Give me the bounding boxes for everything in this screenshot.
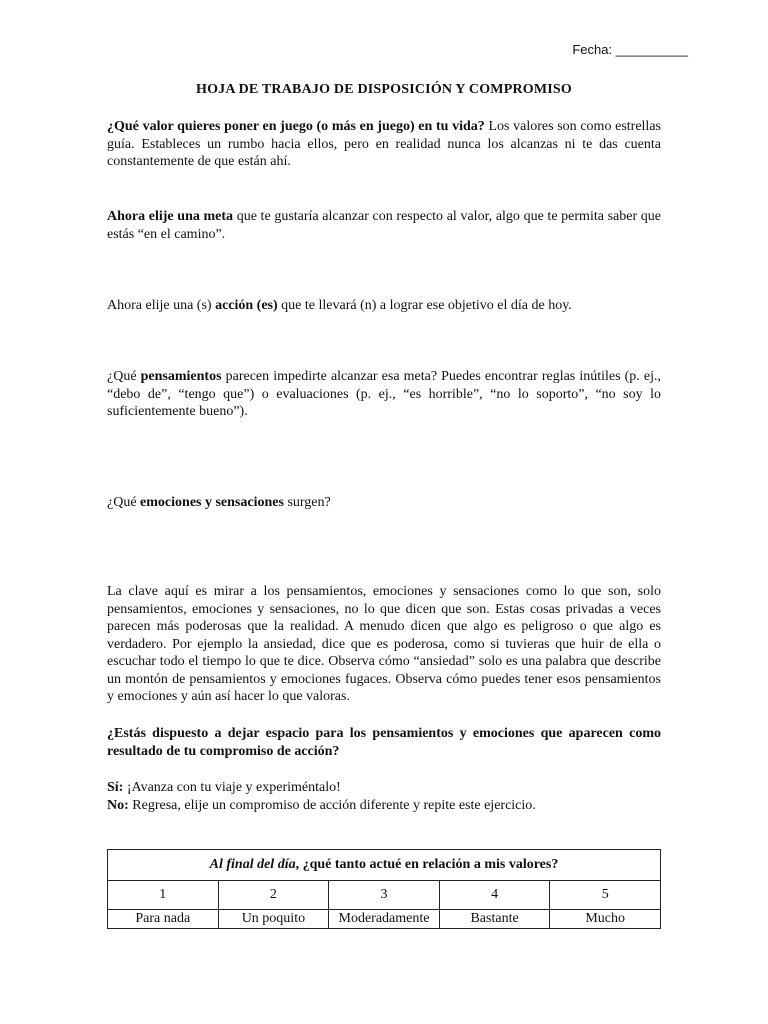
rating-label-1: Para nada (108, 910, 219, 929)
rating-label-4: Bastante (439, 910, 550, 929)
page-title: HOJA DE TRABAJO DE DISPOSICIÓN Y COMPROMISO (195, 82, 572, 97)
answer-yes-text: ¡Avanza con tu viaje y experiméntalo! (123, 780, 341, 795)
rating-number-3: 3 (329, 881, 440, 910)
goal-prompt-text: que te gustaría alcanzar con respecto al valor, algo que te permita saber que estás “en el camino”. (107, 209, 661, 242)
thoughts-prompt-bold: pensamientos (140, 369, 222, 384)
action-section (107, 297, 661, 315)
value-section (107, 118, 661, 171)
emotions-prompt-bold: emociones y sensaciones (140, 495, 284, 510)
value-description: Los valores son como estrellas guía. Estableces un rumbo hacia ellos, pero en realidad nunca los alcanzas ni te das cuenta constantemente de que están ahí. (107, 119, 661, 169)
rating-number-4: 4 (439, 881, 550, 910)
rating-label-5: Mucho (550, 910, 661, 929)
thoughts-prompt-pre: ¿Qué (107, 369, 141, 384)
willingness-question: ¿Estás dispuesto a dejar espacio para los pensamientos y emociones que aparecen como resultado de tu compromiso de acción? (107, 726, 661, 759)
rating-header-italic: Al final del día (209, 857, 296, 872)
answer-no-label: No: (107, 797, 129, 813)
rating-label-row (108, 910, 661, 929)
rating-number-row (108, 881, 661, 910)
rating-label-3: Moderadamente (329, 910, 440, 929)
date-field: Fecha: __________ (572, 42, 688, 57)
rating-table-header-row (108, 850, 661, 881)
answer-options (107, 779, 661, 814)
rating-table (107, 849, 661, 929)
rating-label-2: Un poquito (218, 910, 329, 929)
goal-section (107, 208, 661, 243)
rating-number-1: 1 (108, 881, 219, 910)
rating-table-header (108, 850, 661, 881)
action-prompt-pre: Ahora elije una (s) (107, 298, 216, 313)
action-prompt-bold: acción (es) (215, 298, 278, 313)
answer-no (107, 797, 661, 815)
emotions-prompt-pre: ¿Qué (107, 495, 141, 510)
goal-prompt-bold: Ahora elije una meta (107, 209, 234, 224)
thoughts-section (107, 368, 661, 421)
value-question: ¿Qué valor quieres poner en juego (o más en juego) en tu vida? (107, 119, 485, 134)
emotions-section (107, 494, 661, 512)
rating-number-5: 5 (550, 881, 661, 910)
key-explanation: La clave aquí es mirar a los pensamientos, emociones y sensaciones como lo que son, solo pensamientos, emociones y sensaciones, no lo que dicen que son. Estas cosas privadas a veces parecen más poderosas que la realidad. A menudo dicen que algo es peligroso o que algo es verdadero. Por ejemplo la ansiedad, dice que es poderosa, como si tuvieras que huir de ella o escuchar todo el tiempo lo que te dice. Observa cómo “ansiedad” solo es una palabra que describe un montón de pensamientos y emociones fugaces. Observa cómo puedes tener esos pensamientos y emociones y aún así hacer lo que valoras. (107, 584, 661, 704)
answer-yes-label: Sí: (107, 780, 124, 795)
rating-number-2: 2 (218, 881, 329, 910)
thoughts-prompt-text: parecen impedirte alcanzar esa meta? Puedes encontrar reglas inútiles (p. ej., “debo de”, “tengo que”) o evaluaciones (p. ej., “es horrible”, “no lo soporto”, “no soy lo suficientemente bueno”). (107, 369, 661, 419)
answer-yes (107, 779, 661, 797)
answer-no-text: Regresa, elije un compromiso de acción diferente y repite este ejercicio. (128, 797, 536, 813)
rating-header-text: , ¿qué tanto actué en relación a mis valores? (295, 857, 559, 872)
emotions-prompt-text: surgen? (283, 495, 331, 510)
action-prompt-text: que te llevará (n) a lograr ese objetivo el día de hoy. (277, 298, 572, 313)
